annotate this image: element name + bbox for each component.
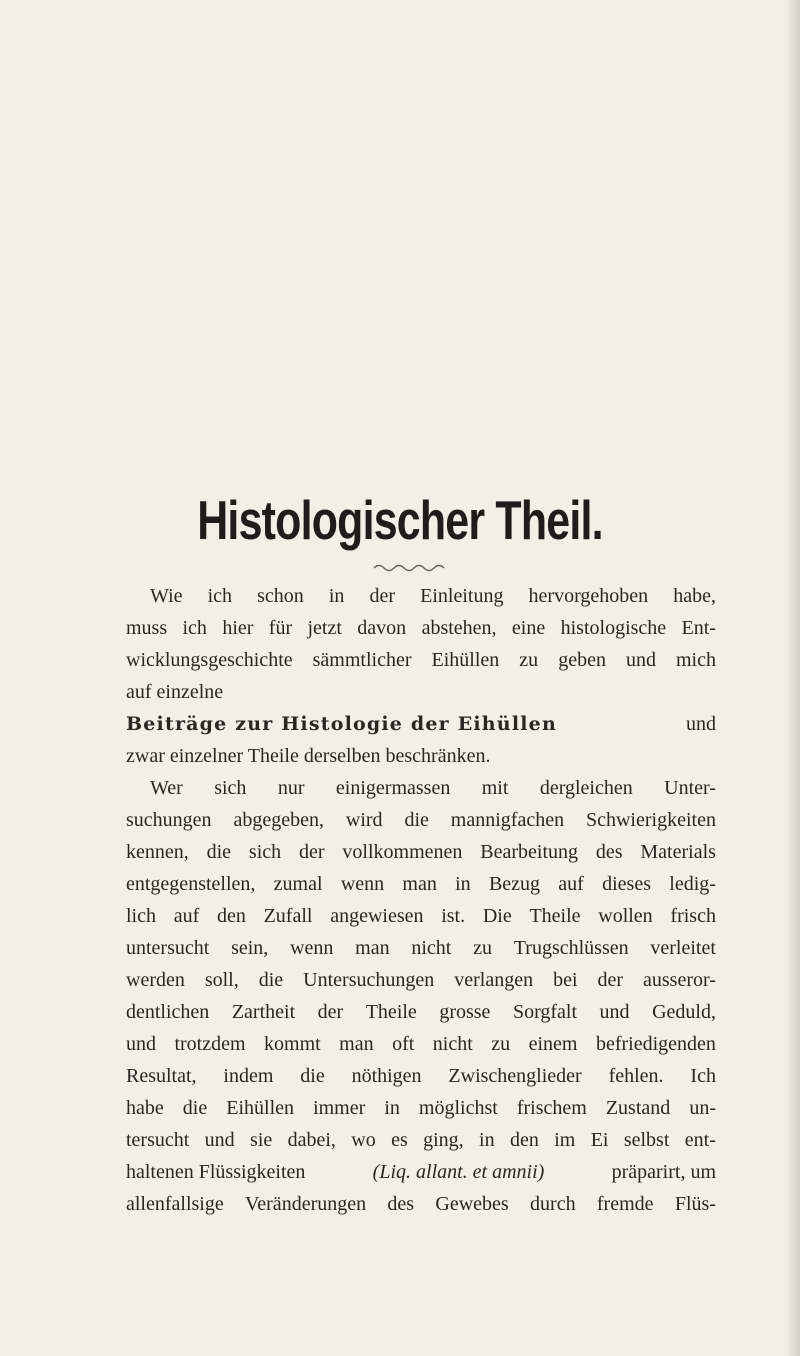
word: suchungen — [126, 809, 212, 831]
word: einem — [528, 1033, 578, 1055]
word: Geduld, — [652, 1001, 716, 1023]
word: sich — [248, 841, 282, 863]
word: in — [384, 1097, 400, 1119]
word: den — [216, 905, 246, 927]
word: dabei, — [287, 1129, 336, 1151]
word: oft — [392, 1033, 415, 1055]
text-line — [126, 708, 716, 740]
word: nicht — [411, 937, 452, 959]
word: zumal — [273, 873, 323, 895]
word: Eihüllen — [226, 1097, 295, 1119]
word: und — [126, 1033, 156, 1055]
word: ist. — [441, 905, 466, 927]
word: ich — [207, 585, 233, 607]
word: untersucht — [126, 937, 210, 959]
word: im — [554, 1129, 576, 1151]
word: muss — [126, 617, 168, 639]
word: Gewebes — [435, 1193, 509, 1215]
word: frischem — [516, 1097, 587, 1119]
word: kennen, — [126, 841, 189, 863]
word: schon — [257, 585, 304, 607]
text-line — [126, 1060, 716, 1092]
text-line — [126, 580, 716, 612]
word: trotzdem — [174, 1033, 246, 1055]
text-line-content: haltenen Flüssigkeiten — [126, 1161, 306, 1183]
word: grosse — [439, 1001, 491, 1023]
word: Zartheit — [231, 1001, 296, 1023]
word: ging, — [423, 1129, 464, 1151]
text-line — [126, 676, 716, 708]
word: jetzt — [307, 617, 342, 639]
word: un- — [689, 1097, 716, 1119]
word: Wer — [150, 777, 183, 799]
word: habe, — [673, 585, 716, 607]
word: wenn — [290, 937, 334, 959]
word: Resultat, — [126, 1065, 197, 1087]
italic-latin-term: (Liq. allant. et amnii) — [372, 1161, 545, 1183]
word: die — [258, 969, 284, 991]
text-line — [126, 1092, 716, 1124]
word: der — [597, 969, 624, 991]
word: hier — [222, 617, 254, 639]
word: sich — [214, 777, 247, 799]
word: Eihüllen — [431, 649, 500, 671]
word: Die — [482, 905, 512, 927]
word: nicht — [432, 1033, 473, 1055]
word: für — [268, 617, 293, 639]
word: zu — [473, 937, 493, 959]
word: die — [206, 841, 232, 863]
word: der — [317, 1001, 344, 1023]
word: und — [625, 649, 656, 671]
word: Theile — [365, 1001, 417, 1023]
text-line — [126, 900, 716, 932]
word: man — [355, 937, 390, 959]
word: werden — [126, 969, 185, 991]
text-line — [126, 804, 716, 836]
word: geben — [558, 649, 606, 671]
word: ent- — [684, 1129, 716, 1151]
word: bei — [553, 969, 578, 991]
text-line-content: präparirt, um — [611, 1161, 716, 1183]
word: Schwierigkeiten — [585, 809, 716, 831]
word: in — [328, 585, 345, 607]
text-line — [126, 836, 716, 868]
word: histologische — [560, 617, 667, 639]
word: selbst — [623, 1129, 670, 1151]
word: abstehen, — [421, 617, 497, 639]
word: abgegeben, — [233, 809, 324, 831]
text-line-content: und — [686, 713, 716, 735]
word: der — [369, 585, 396, 607]
word: zu — [519, 649, 539, 671]
word: indem — [223, 1065, 274, 1087]
word: tersucht — [126, 1129, 190, 1151]
text-line — [126, 644, 716, 676]
word: entgegenstellen, — [126, 873, 256, 895]
text-line — [126, 1156, 716, 1188]
word: in — [479, 1129, 495, 1151]
word: verleitet — [650, 937, 716, 959]
word: habe — [126, 1097, 164, 1119]
text-line — [126, 1124, 716, 1156]
text-line — [126, 1188, 716, 1220]
word: mannigfachen — [450, 809, 565, 831]
word: soll, — [204, 969, 239, 991]
page-edge-shadow — [786, 0, 800, 1356]
word: nöthigen — [351, 1065, 422, 1087]
word: des — [595, 841, 623, 863]
word: nur — [277, 777, 305, 799]
word: zu — [491, 1033, 511, 1055]
word: durch — [530, 1193, 576, 1215]
word: möglichst — [418, 1097, 498, 1119]
word: Untersuchungen — [303, 969, 435, 991]
word: Wie — [150, 585, 183, 607]
word: angewiesen — [330, 905, 424, 927]
word: lich — [126, 905, 156, 927]
word: man — [402, 873, 437, 895]
word: die — [404, 809, 429, 831]
word: vollkommenen — [342, 841, 463, 863]
word: Unter- — [664, 777, 716, 799]
section-heading-inline: Beiträge zur Histologie der Eihüllen — [126, 713, 557, 735]
body-text — [126, 580, 716, 1220]
word: sein, — [231, 937, 269, 959]
word: Veränderungen — [245, 1193, 367, 1215]
word: einigermassen — [335, 777, 451, 799]
word: fehlen. — [608, 1065, 664, 1087]
word: sie — [250, 1129, 273, 1151]
word: wo — [351, 1129, 376, 1151]
word: mich — [676, 649, 716, 671]
word: und — [599, 1001, 630, 1023]
word: Einleitung — [420, 585, 504, 607]
word: des — [387, 1193, 415, 1215]
tilde-ornament-icon — [372, 562, 452, 574]
word: die — [300, 1065, 325, 1087]
word: wollen — [598, 905, 653, 927]
word: und — [204, 1129, 235, 1151]
word: verlangen — [454, 969, 534, 991]
word: es — [391, 1129, 408, 1151]
word: davon — [357, 617, 407, 639]
text-line-content: zwar einzelner Theile derselben beschränken. — [126, 745, 491, 767]
word: Materials — [640, 841, 716, 863]
word: eine — [511, 617, 546, 639]
text-line — [126, 996, 716, 1028]
word: dentlichen — [126, 1001, 210, 1023]
word: fremde — [596, 1193, 654, 1215]
word: Zustand — [605, 1097, 671, 1119]
text-line-content: auf einzelne — [126, 681, 224, 703]
word: den — [509, 1129, 539, 1151]
word: hervorgehoben — [528, 585, 649, 607]
word: Flüs- — [674, 1193, 716, 1215]
text-line — [126, 964, 716, 996]
word: dieses — [602, 873, 651, 895]
word: wenn — [340, 873, 385, 895]
word: Trugschlüssen — [513, 937, 629, 959]
word: wicklungsgeschichte — [126, 649, 293, 671]
word: dergleichen — [539, 777, 633, 799]
text-line — [126, 932, 716, 964]
word: allenfallsige — [126, 1193, 224, 1215]
text-line — [126, 868, 716, 900]
word: Ent- — [681, 617, 716, 639]
word: Sorgfalt — [512, 1001, 578, 1023]
word: man — [339, 1033, 374, 1055]
word: Zwischenglieder — [448, 1065, 582, 1087]
word: Ich — [690, 1065, 716, 1087]
word: frisch — [670, 905, 716, 927]
word: mit — [481, 777, 509, 799]
word: wird — [345, 809, 383, 831]
word: ledig- — [669, 873, 716, 895]
word: sämmtlicher — [312, 649, 412, 671]
word: die — [182, 1097, 208, 1119]
text-line — [126, 612, 716, 644]
word: Ei — [590, 1129, 609, 1151]
word: auf — [173, 905, 200, 927]
text-line — [126, 1028, 716, 1060]
word: Bezug — [488, 873, 541, 895]
word: auf — [558, 873, 584, 895]
text-line — [126, 740, 716, 772]
word: der — [299, 841, 325, 863]
word: immer — [313, 1097, 366, 1119]
word: ich — [182, 617, 207, 639]
word: Theile — [529, 905, 581, 927]
word: in — [455, 873, 471, 895]
word: Bearbeitung — [480, 841, 578, 863]
word: kommt — [264, 1033, 321, 1055]
text-line — [126, 772, 716, 804]
word: Zufall — [263, 905, 313, 927]
word: befriedigenden — [595, 1033, 716, 1055]
word: ausseror- — [643, 969, 716, 991]
page-title: Histologischer Theil. — [197, 489, 603, 551]
